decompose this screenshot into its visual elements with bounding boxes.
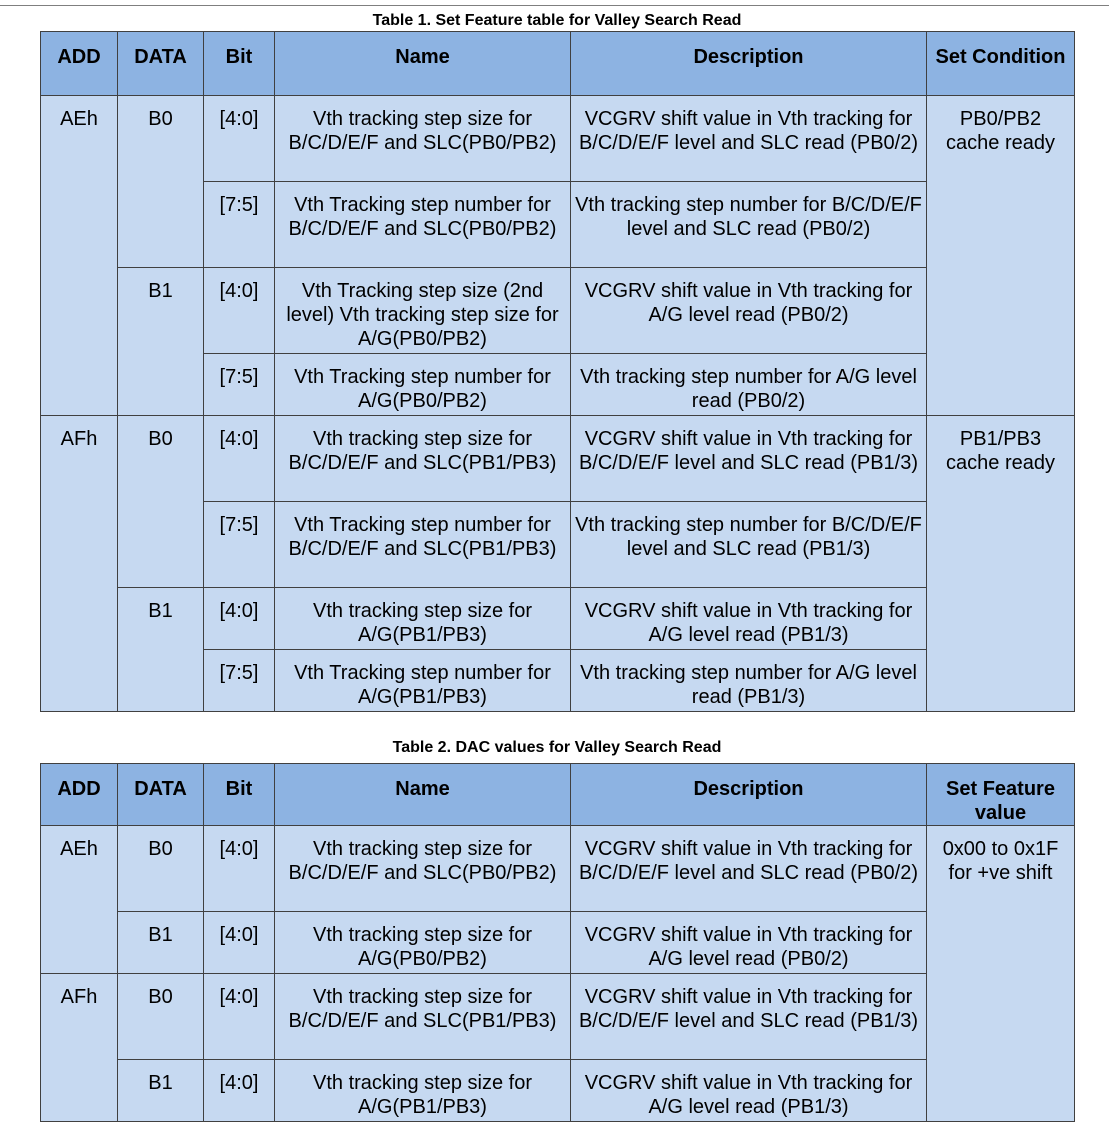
header-data: DATA bbox=[118, 32, 204, 96]
bit-cell: [7:5] bbox=[204, 502, 275, 588]
table-row bbox=[41, 268, 1075, 354]
table2-header-row bbox=[41, 764, 1075, 826]
set-condition-cell: PB1/PB3 cache ready bbox=[927, 416, 1075, 712]
add-cell: AEh bbox=[41, 96, 118, 416]
data-cell: B0 bbox=[118, 826, 204, 912]
description-cell: VCGRV shift value in Vth tracking for A/G level read (PB0/2) bbox=[571, 912, 927, 974]
name-cell: Vth tracking step size for A/G(PB0/PB2) bbox=[275, 912, 571, 974]
header-name: Name bbox=[275, 764, 571, 826]
data-cell: B0 bbox=[118, 96, 204, 268]
header-set-condition: Set Condition bbox=[927, 32, 1075, 96]
name-cell: Vth tracking step size for B/C/D/E/F and SLC(PB1/PB3) bbox=[275, 974, 571, 1060]
description-cell: Vth tracking step number for B/C/D/E/F level and SLC read (PB0/2) bbox=[571, 182, 927, 268]
bit-cell: [4:0] bbox=[204, 416, 275, 502]
bit-cell: [7:5] bbox=[204, 354, 275, 416]
header-set-feature-value: Set Feature value bbox=[927, 764, 1075, 826]
name-cell: Vth Tracking step number for A/G(PB1/PB3) bbox=[275, 650, 571, 712]
header-description: Description bbox=[571, 32, 927, 96]
table2-caption: Table 2. DAC values for Valley Search Read bbox=[392, 739, 722, 756]
table-row bbox=[41, 416, 1075, 502]
description-cell: VCGRV shift value in Vth tracking for A/G level read (PB1/3) bbox=[571, 1060, 927, 1122]
table1-caption: Table 1. Set Feature table for Valley Search Read bbox=[372, 12, 742, 29]
header-name: Name bbox=[275, 32, 571, 96]
data-cell: B1 bbox=[118, 268, 204, 416]
header-description: Description bbox=[571, 764, 927, 826]
description-cell: Vth tracking step number for A/G level read (PB0/2) bbox=[571, 354, 927, 416]
name-cell: Vth tracking step size for A/G(PB1/PB3) bbox=[275, 1060, 571, 1122]
data-cell: B1 bbox=[118, 588, 204, 712]
header-add: ADD bbox=[41, 764, 118, 826]
add-cell: AFh bbox=[41, 416, 118, 712]
add-cell: AFh bbox=[41, 974, 118, 1122]
name-cell: Vth tracking step size for B/C/D/E/F and SLC(PB0/PB2) bbox=[275, 826, 571, 912]
description-cell: VCGRV shift value in Vth tracking for B/C/D/E/F level and SLC read (PB0/2) bbox=[571, 96, 927, 182]
name-cell: Vth tracking step size for B/C/D/E/F and SLC(PB0/PB2) bbox=[275, 96, 571, 182]
description-cell: Vth tracking step number for B/C/D/E/F level and SLC read (PB1/3) bbox=[571, 502, 927, 588]
bit-cell: [4:0] bbox=[204, 588, 275, 650]
dac-values-table bbox=[40, 763, 1075, 1122]
data-cell: B0 bbox=[118, 974, 204, 1060]
header-bit: Bit bbox=[204, 32, 275, 96]
name-cell: Vth tracking step size for B/C/D/E/F and SLC(PB1/PB3) bbox=[275, 416, 571, 502]
table-row bbox=[41, 826, 1075, 912]
table-row bbox=[41, 974, 1075, 1060]
data-cell: B0 bbox=[118, 416, 204, 588]
name-cell: Vth Tracking step number for A/G(PB0/PB2) bbox=[275, 354, 571, 416]
table1-header-row bbox=[41, 32, 1075, 96]
bit-cell: [4:0] bbox=[204, 1060, 275, 1122]
data-cell: B1 bbox=[118, 1060, 204, 1122]
table-row bbox=[41, 588, 1075, 650]
bit-cell: [7:5] bbox=[204, 182, 275, 268]
bit-cell: [7:5] bbox=[204, 650, 275, 712]
header-data: DATA bbox=[118, 764, 204, 826]
set-feature-value-cell: 0x00 to 0x1F for +ve shift bbox=[927, 826, 1075, 1122]
data-cell: B1 bbox=[118, 912, 204, 974]
top-rule bbox=[0, 5, 1109, 6]
description-cell: VCGRV shift value in Vth tracking for B/C/D/E/F level and SLC read (PB1/3) bbox=[571, 416, 927, 502]
bit-cell: [4:0] bbox=[204, 912, 275, 974]
name-cell: Vth Tracking step number for B/C/D/E/F and SLC(PB1/PB3) bbox=[275, 502, 571, 588]
table-row bbox=[41, 96, 1075, 182]
header-bit: Bit bbox=[204, 764, 275, 826]
set-feature-table bbox=[40, 31, 1075, 712]
table-row bbox=[41, 1060, 1075, 1122]
name-cell: Vth Tracking step number for B/C/D/E/F and SLC(PB0/PB2) bbox=[275, 182, 571, 268]
header-add: ADD bbox=[41, 32, 118, 96]
bit-cell: [4:0] bbox=[204, 826, 275, 912]
description-cell: VCGRV shift value in Vth tracking for A/G level read (PB1/3) bbox=[571, 588, 927, 650]
name-cell: Vth Tracking step size (2nd level) Vth tracking step size for A/G(PB0/PB2) bbox=[275, 268, 571, 354]
add-cell: AEh bbox=[41, 826, 118, 974]
set-condition-cell: PB0/PB2 cache ready bbox=[927, 96, 1075, 416]
bit-cell: [4:0] bbox=[204, 268, 275, 354]
table-row bbox=[41, 912, 1075, 974]
description-cell: VCGRV shift value in Vth tracking for B/C/D/E/F level and SLC read (PB0/2) bbox=[571, 826, 927, 912]
bit-cell: [4:0] bbox=[204, 96, 275, 182]
bit-cell: [4:0] bbox=[204, 974, 275, 1060]
description-cell: VCGRV shift value in Vth tracking for A/G level read (PB0/2) bbox=[571, 268, 927, 354]
name-cell: Vth tracking step size for A/G(PB1/PB3) bbox=[275, 588, 571, 650]
description-cell: Vth tracking step number for A/G level read (PB1/3) bbox=[571, 650, 927, 712]
description-cell: VCGRV shift value in Vth tracking for B/C/D/E/F level and SLC read (PB1/3) bbox=[571, 974, 927, 1060]
